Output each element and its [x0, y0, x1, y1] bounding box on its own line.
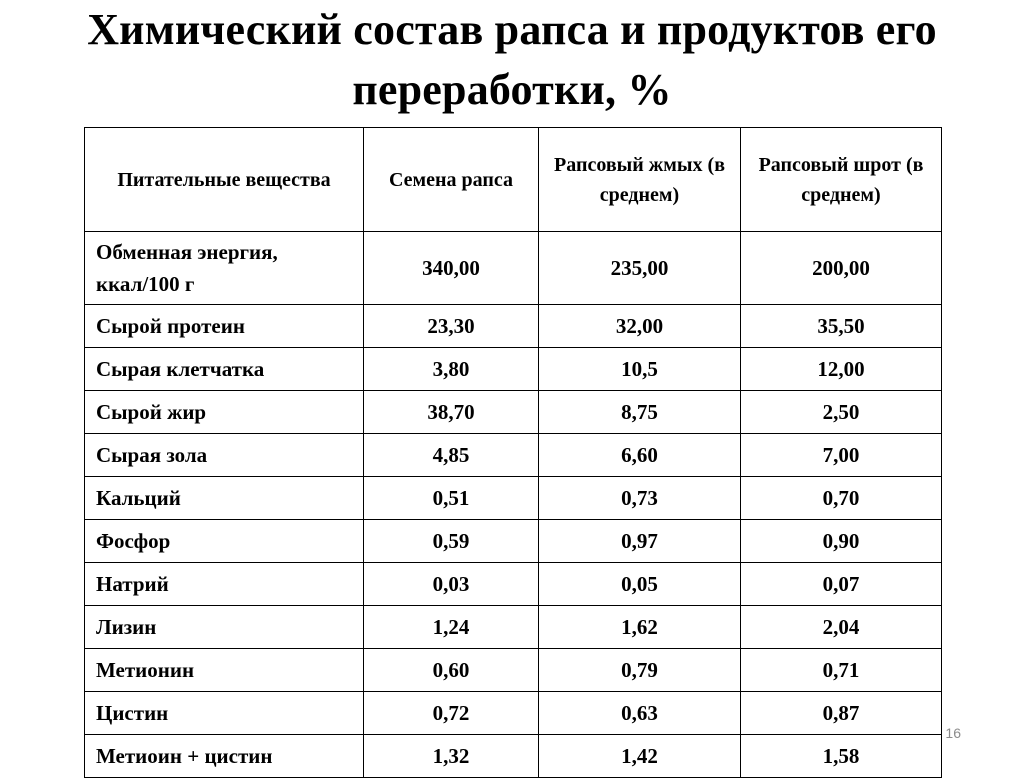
page-number: 16	[945, 725, 961, 741]
table-row	[85, 391, 942, 434]
table-row	[85, 434, 942, 477]
value-cake: 1,62	[539, 606, 741, 649]
table-row	[85, 606, 942, 649]
value-meal: 0,90	[741, 520, 942, 563]
value-meal: 0,07	[741, 563, 942, 606]
value-cake: 32,00	[539, 305, 741, 348]
value-meal: 0,70	[741, 477, 942, 520]
value-seeds: 1,24	[364, 606, 539, 649]
value-seeds: 0,59	[364, 520, 539, 563]
value-cake: 0,97	[539, 520, 741, 563]
value-meal: 35,50	[741, 305, 942, 348]
nutrient-name: Фосфор	[85, 520, 364, 563]
nutrition-table	[84, 127, 942, 778]
header-rapeseed-cake: Рапсовый жмых (в среднем)	[539, 128, 741, 232]
table-row	[85, 649, 942, 692]
nutrient-name: Метиоин + цистин	[85, 735, 364, 778]
value-meal: 0,71	[741, 649, 942, 692]
table-row	[85, 692, 942, 735]
nutrient-name: Обменная энергия, ккал/100 г	[85, 232, 364, 305]
nutrient-name: Натрий	[85, 563, 364, 606]
value-cake: 8,75	[539, 391, 741, 434]
value-seeds: 1,32	[364, 735, 539, 778]
value-cake: 10,5	[539, 348, 741, 391]
table-row	[85, 348, 942, 391]
table-row	[85, 305, 942, 348]
value-seeds: 23,30	[364, 305, 539, 348]
header-nutrients: Питательные вещества	[85, 128, 364, 232]
header-row	[85, 128, 942, 232]
value-seeds: 0,03	[364, 563, 539, 606]
value-seeds: 340,00	[364, 232, 539, 305]
header-rapeseed-meal: Рапсовый шрот (в среднем)	[741, 128, 942, 232]
value-meal: 1,58	[741, 735, 942, 778]
table-row	[85, 520, 942, 563]
value-seeds: 0,72	[364, 692, 539, 735]
value-meal: 12,00	[741, 348, 942, 391]
nutrient-name: Сырая зола	[85, 434, 364, 477]
table-row	[85, 232, 942, 305]
table-row	[85, 735, 942, 778]
value-cake: 235,00	[539, 232, 741, 305]
nutrient-name: Сырой жир	[85, 391, 364, 434]
value-cake: 0,05	[539, 563, 741, 606]
value-cake: 6,60	[539, 434, 741, 477]
value-seeds: 4,85	[364, 434, 539, 477]
header-rapeseed: Семена рапса	[364, 128, 539, 232]
value-meal: 2,50	[741, 391, 942, 434]
nutrient-name: Сырая клетчатка	[85, 348, 364, 391]
slide-title-line-2: переработки, %	[352, 65, 672, 114]
nutrient-name: Лизин	[85, 606, 364, 649]
value-meal: 7,00	[741, 434, 942, 477]
value-seeds: 0,60	[364, 649, 539, 692]
table-row	[85, 477, 942, 520]
value-cake: 0,79	[539, 649, 741, 692]
value-meal: 200,00	[741, 232, 942, 305]
value-cake: 0,63	[539, 692, 741, 735]
table-header	[85, 128, 942, 232]
value-seeds: 0,51	[364, 477, 539, 520]
slide-title	[0, 0, 1024, 120]
table-body	[85, 232, 942, 778]
value-seeds: 3,80	[364, 348, 539, 391]
value-seeds: 38,70	[364, 391, 539, 434]
slide-title-line-1: Химический состав рапса и продуктов его	[87, 5, 937, 54]
nutrient-name: Сырой протеин	[85, 305, 364, 348]
value-meal: 0,87	[741, 692, 942, 735]
value-cake: 1,42	[539, 735, 741, 778]
nutrient-name: Метионин	[85, 649, 364, 692]
nutrient-name: Кальций	[85, 477, 364, 520]
value-cake: 0,73	[539, 477, 741, 520]
table-row	[85, 563, 942, 606]
nutrient-name: Цистин	[85, 692, 364, 735]
value-meal: 2,04	[741, 606, 942, 649]
